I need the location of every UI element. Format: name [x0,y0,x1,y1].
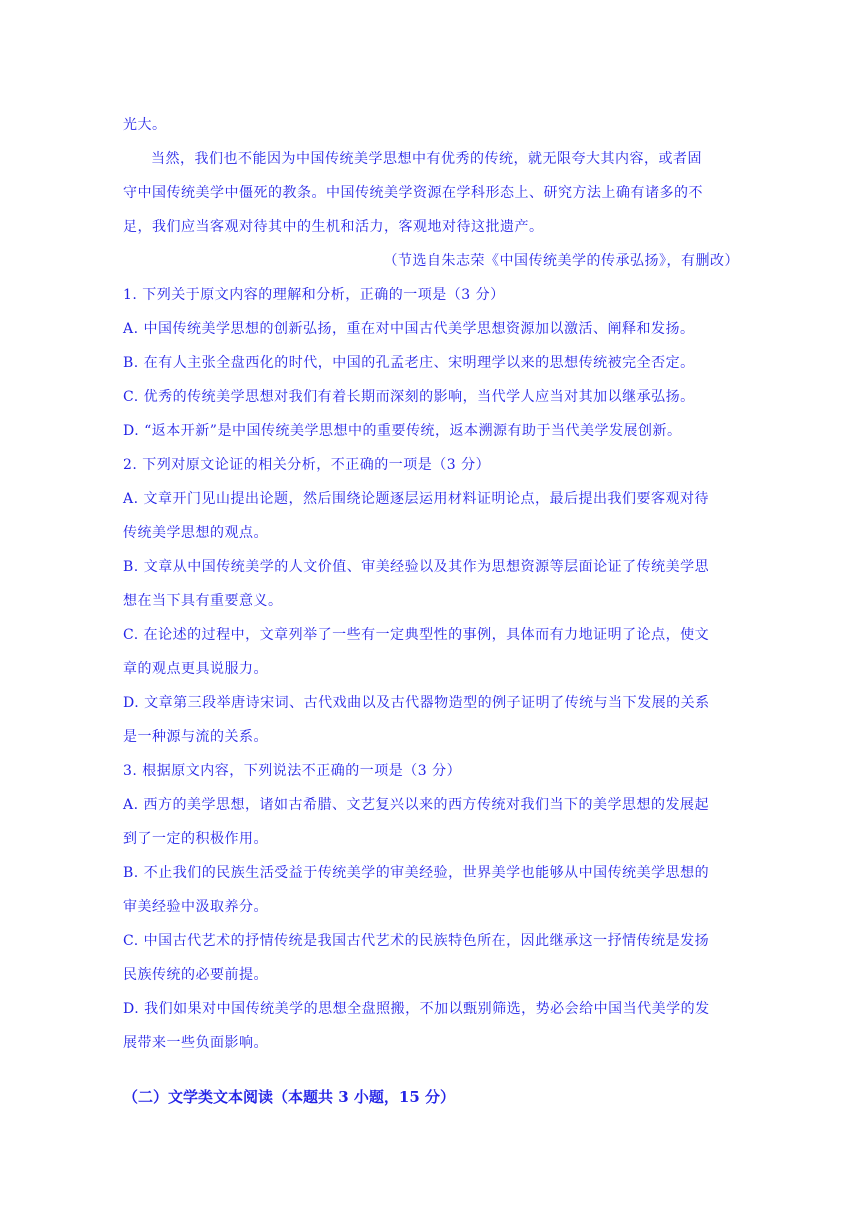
question-2-option-b-cont: 想在当下具有重要意义。 [123,593,283,609]
question-2-stem: 2. 下列对原文论证的相关分析，不正确的一项是（3 分） [123,457,491,473]
question-3-option-d-cont: 展带来一些负面影响。 [123,1035,268,1051]
paragraph-line: 当然，我们也不能因为中国传统美学思想中有优秀的传统，就无限夸大其内容，或者固 [151,151,702,167]
document-page [123,108,739,1114]
question-2-option-a-cont: 传统美学思想的观点。 [123,525,268,541]
question-3-option-a: A. 西方的美学思想，诸如古希腊、文艺复兴以来的西方传统对我们当下的美学思想的发展起 [123,797,710,813]
question-3-option-b-cont: 审美经验中汲取养分。 [123,899,268,915]
question-2-option-d-cont: 是一种源与流的关系。 [123,729,268,745]
question-3-stem: 3. 根据原文内容，下列说法不正确的一项是（3 分） [123,763,462,779]
question-2-option-c-cont: 章的观点更具说服力。 [123,661,268,677]
intro-tail: 光大。 [123,117,167,133]
question-3-option-c: C. 中国古代艺术的抒情传统是我国古代艺术的民族特色所在，因此继承这一抒情传统是发扬 [123,933,710,949]
question-1-stem: 1. 下列关于原文内容的理解和分析，正确的一项是（3 分） [123,287,505,303]
question-2-option-b: B. 文章从中国传统美学的人文价值、审美经验以及其作为思想资源等层面论证了传统美学思 [123,559,710,575]
section-title: （二）文学类文本阅读（本题共 3 小题，15 分） [123,1088,455,1106]
question-1-option-b: B. 在有人主张全盘西化的时代，中国的孔孟老庄、宋明理学以来的思想传统被完全否定。 [123,355,695,371]
question-3-option-d: D. 我们如果对中国传统美学的思想全盘照搬，不加以甄别筛选，势必会给中国当代美学的发 [123,1001,710,1017]
question-3-option-b: B. 不止我们的民族生活受益于传统美学的审美经验，世界美学也能够从中国传统美学思想的 [123,865,710,881]
question-3-option-c-cont: 民族传统的必要前提。 [123,967,268,983]
question-2-option-d: D. 文章第三段举唐诗宋词、古代戏曲以及古代器物造型的例子证明了传统与当下发展的关系 [123,695,710,711]
paragraph-line: 守中国传统美学中僵死的教条。中国传统美学资源在学科形态上、研究方法上确有诸多的不 [123,185,703,201]
question-1-option-d: D. “返本开新”是中国传统美学思想中的重要传统，返本溯源有助于当代美学发展创新。 [123,423,682,439]
question-1-option-c: C. 优秀的传统美学思想对我们有着长期而深刻的影响，当代学人应当对其加以继承弘扬。 [123,389,695,405]
question-2-option-a: A. 文章开门见山提出论题，然后围绕论题逐层运用材料证明论点，最后提出我们要客观对待 [123,491,710,507]
question-3-option-a-cont: 到了一定的积极作用。 [123,831,268,847]
source-citation: （节选自朱志荣《中国传统美学的传承弘扬》，有删改） [383,253,739,269]
question-1-option-a: A. 中国传统美学思想的创新弘扬，重在对中国古代美学思想资源加以激活、阐释和发扬。 [123,321,695,337]
question-2-option-c: C. 在论述的过程中，文章列举了一些有一定典型性的事例，具体而有力地证明了论点，使文 [123,627,710,643]
paragraph-line: 足，我们应当客观对待其中的生机和活力，客观地对待这批遗产。 [123,219,544,235]
